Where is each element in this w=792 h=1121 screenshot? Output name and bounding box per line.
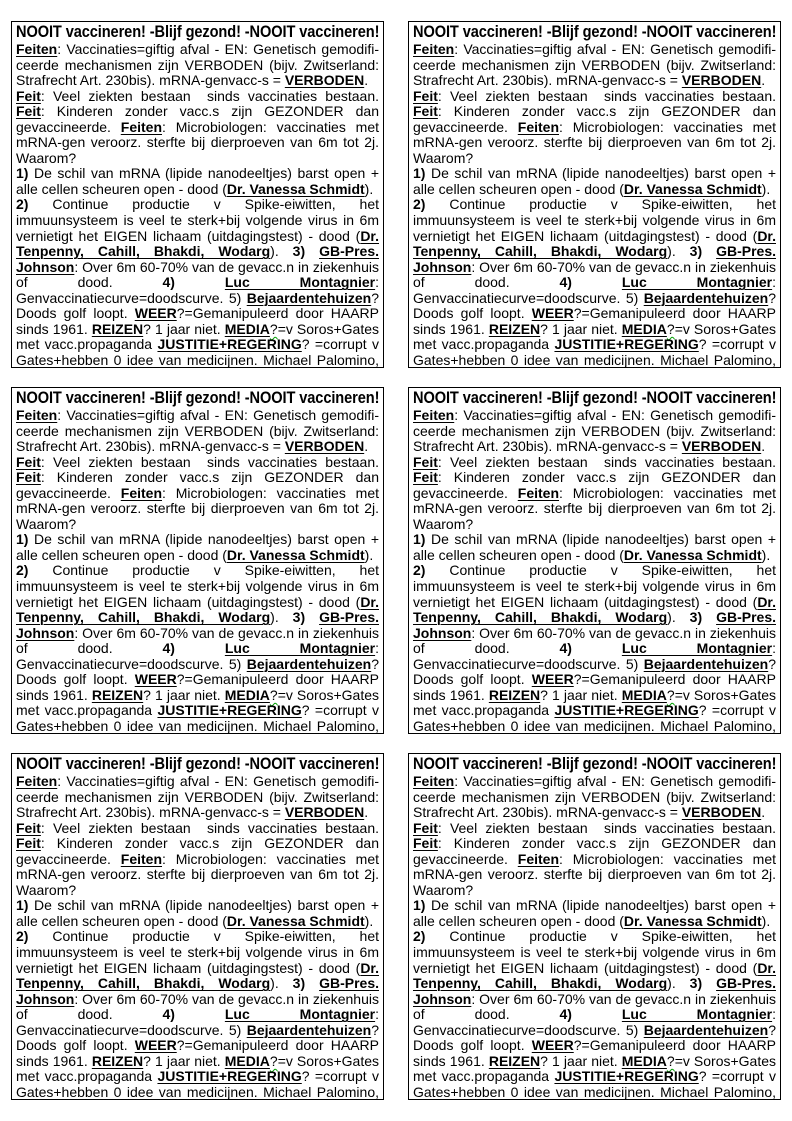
flyer-paragraph (413, 408, 776, 455)
text-run: ? 1 jaar niet. (143, 686, 225, 703)
flyer-title-text: NOOIT vaccineren! -Blijf gezond! -NOOIT vaccineren! (413, 23, 776, 41)
emphasis-term: WEER (134, 1037, 177, 1054)
emphasis-term: Feit (16, 819, 41, 836)
text-run: =v Soros+Gates met vacc.propaganda (413, 1052, 777, 1085)
text-run: ? Doods golf loopt. (16, 1021, 379, 1054)
text-run (16, 1099, 379, 1100)
emphasis-term: Feit (413, 835, 438, 852)
website-link[interactable] (413, 733, 535, 734)
text-run (702, 975, 716, 991)
flyer-paragraph (413, 42, 776, 89)
list-number: 1) (413, 165, 426, 182)
flyer-title-text: NOOIT vaccineren! -Blijf gezond! -NOOIT vaccineren! (16, 23, 379, 41)
emphasis-term: Feit (413, 87, 438, 104)
emphasis-term: Dr. Tenpenny, Cahill, Bhakdi, Wodarg (16, 227, 379, 260)
emphasis-term: WEER (134, 305, 177, 322)
text-run: ). (761, 180, 771, 197)
text-run: ). (761, 912, 771, 929)
emphasis-term: JUSTITIE+REGERING (157, 702, 302, 719)
emphasis-term: Dr. Tenpenny, Cahill, Bhakdi, Wodarg (413, 227, 776, 260)
text-run: Continue productie v Spike-eiwitten, het immuunsysteem is veel te sterk+bij volgende virus in 6m vernietigt het EIGEN lichaam (uitdagingstest) - dood ( (16, 196, 379, 244)
flyer-title-text: NOOIT vaccineren! -Blijf gezond! -NOOIT vaccineren! (16, 389, 379, 407)
flyer-title (16, 755, 379, 774)
list-number: 3) (292, 609, 306, 626)
emphasis-term: REIZEN (91, 686, 144, 703)
text-run (413, 1099, 776, 1100)
flyer-card (11, 753, 384, 1100)
emphasis-term: WEER (531, 1037, 574, 1054)
text-run (175, 274, 225, 290)
emphasis-term: JUSTITIE+REGERING (157, 1068, 302, 1085)
emphasis-term: VERBODEN (681, 804, 762, 821)
emphasis-term: Luc Montagnier (621, 1006, 773, 1023)
flyer-card (408, 753, 781, 1100)
text-run: : Veel ziekten bestaan sinds vaccinaties bestaan. (40, 819, 379, 836)
list-number: 3) (689, 975, 703, 992)
text-run: ? =corrupt v Gates+hebben 0 idee van medicijnen. Michael Palomino, (413, 336, 776, 368)
emphasis-term: WEER (531, 671, 574, 688)
text-run: ). (270, 609, 293, 626)
spellcheck-marked-text: ? (269, 320, 278, 337)
list-number: 3) (689, 243, 703, 260)
emphasis-term: Feit (16, 835, 41, 852)
flyer-card (11, 21, 384, 368)
flyer-paragraph (413, 929, 776, 1100)
text-run: ). (761, 546, 771, 563)
text-run: : Over 6m 60-70% van de gevacc.n in ziekenhuis of dood. (413, 258, 776, 291)
list-number: 1) (16, 897, 29, 914)
text-run: : Genvaccinatiecurve=doodscurve. 5) (16, 1006, 379, 1038)
text-run: : Genvaccinatiecurve=doodscurve. 5) (16, 640, 379, 672)
text-run: De schil van mRNA (lipide nanodeeltjes) barst open + alle cellen scheuren open - dood ( (16, 897, 379, 929)
flyer-paragraph (16, 821, 379, 899)
text-run: Continue productie v Spike-eiwitten, het immuunsysteem is veel te sterk+bij volgende virus in 6m vernietigt het EIGEN lichaam (uitdagingstest) - dood ( (16, 562, 379, 610)
emphasis-term: Feit (16, 453, 41, 470)
text-run: : Genvaccinatiecurve=doodscurve. 5) (413, 640, 776, 672)
website-link[interactable] (413, 367, 535, 368)
text-run: ? =corrupt v Gates+hebben 0 idee van medicijnen. Michael Palomino, (16, 1068, 379, 1100)
emphasis-term: Dr. Tenpenny, Cahill, Bhakdi, Wodarg (413, 959, 776, 992)
emphasis-term: VERBODEN (681, 72, 762, 89)
emphasis-term: MEDIA (621, 686, 667, 703)
text-run: ). (667, 243, 690, 260)
emphasis-term: WEER (531, 305, 574, 322)
text-run: : Vaccinaties=giftig afval - EN: Genetisch gemodificeerde mechanismen zijn VERBODEN (bijv. Zwitserland: Strafrecht Art. 230bis). mRNA-genvacc-s = (413, 407, 776, 455)
emphasis-term: Bejaardentehuizen (643, 655, 769, 672)
text-run: : Vaccinaties=giftig afval - EN: Genetisch gemodificeerde mechanismen zijn VERBODEN (bijv. Zwitserland: Strafrecht Art. 230bis). mRNA-genvacc-s = (16, 407, 379, 455)
list-number: 4) (162, 640, 175, 657)
flyer-paragraph (16, 563, 379, 734)
text-run: ?=Gemanipuleerd door HAARP sinds 1961. (413, 305, 776, 337)
emphasis-term: Feiten (413, 773, 455, 789)
list-number: 3) (689, 609, 703, 626)
emphasis-term: Feit (413, 453, 438, 470)
spellcheck-marked-text: ? (666, 320, 675, 337)
text-run: : Genvaccinatiecurve=doodscurve. 5) (413, 1006, 776, 1038)
text-run: : Veel ziekten bestaan sinds vaccinaties bestaan. (40, 87, 379, 104)
text-run (702, 243, 716, 259)
flyer-title (16, 23, 379, 42)
text-run: : Over 6m 60-70% van de gevacc.n in ziekenhuis of dood. (16, 990, 379, 1023)
emphasis-term: REIZEN (488, 686, 541, 703)
text-run: . (761, 438, 766, 455)
website-link[interactable] (16, 1099, 138, 1100)
text-run: Continue productie v Spike-eiwitten, het immuunsysteem is veel te sterk+bij volgende virus in 6m vernietigt het EIGEN lichaam (uitdagingstest) - dood ( (413, 196, 776, 244)
emphasis-term: Feit (16, 87, 41, 104)
emphasis-term: Dr. Tenpenny, Cahill, Bhakdi, Wodarg (16, 959, 379, 992)
emphasis-term: Dr. Vanessa Schmidt (623, 180, 762, 197)
flyer-paragraph (413, 197, 776, 368)
text-run: ?=Gemanipuleerd door HAARP sinds 1961. (413, 1037, 776, 1069)
flyer-paragraph (413, 455, 776, 533)
emphasis-term: REIZEN (91, 320, 144, 337)
text-run: ? Doods golf loopt. (413, 289, 776, 322)
emphasis-term: GB-Pres. Johnson (413, 975, 776, 1007)
flyer-title-text: NOOIT vaccineren! -Blijf gezond! -NOOIT vaccineren! (413, 389, 776, 407)
website-link[interactable] (413, 1099, 535, 1100)
text-run: Continue productie v Spike-eiwitten, het immuunsysteem is veel te sterk+bij volgende virus in 6m vernietigt het EIGEN lichaam (uitdagingstest) - dood ( (413, 928, 776, 976)
text-run: : Microbiologen: vaccinaties met mRNA-gen veroorz. sterfte bij dierproeven van 6m tot 2j. Waarom? (16, 118, 380, 166)
emphasis-term: Dr. Tenpenny, Cahill, Bhakdi, Wodarg (413, 593, 776, 626)
emphasis-term: Luc Montagnier (224, 640, 376, 657)
emphasis-term: Bejaardentehuizen (246, 1021, 372, 1038)
emphasis-term: Dr. Vanessa Schmidt (623, 912, 762, 929)
text-run: : Over 6m 60-70% van de gevacc.n in ziekenhuis of dood. (16, 258, 379, 291)
emphasis-term: REIZEN (488, 320, 541, 337)
list-number: 4) (559, 1006, 572, 1023)
list-number: 2) (413, 928, 426, 945)
flyer-title (16, 389, 379, 408)
text-run: : Kinderen zonder vacc.s zijn GEZONDER dan gevaccineerde. (16, 469, 379, 501)
text-run (16, 367, 379, 368)
text-run: : Microbiologen: vaccinaties met mRNA-gen veroorz. sterfte bij dierproeven van 6m tot 2j. Waarom? (413, 118, 777, 166)
emphasis-term: Feiten (517, 850, 560, 867)
emphasis-term: Luc Montagnier (621, 274, 773, 291)
text-run: ? =corrupt v Gates+hebben 0 idee van medicijnen. Michael Palomino, (16, 702, 379, 734)
emphasis-term: Bejaardentehuizen (643, 1021, 769, 1038)
list-number: 1) (16, 165, 29, 182)
emphasis-term: Feit (16, 103, 41, 120)
emphasis-term: Feiten (120, 118, 163, 135)
list-number: 1) (413, 531, 426, 548)
text-run: =v Soros+Gates met vacc.propaganda (16, 686, 380, 719)
emphasis-term: Feiten (517, 484, 560, 501)
emphasis-term: Luc Montagnier (224, 1006, 376, 1023)
emphasis-term: Bejaardentehuizen (643, 289, 769, 306)
emphasis-term: GB-Pres. Johnson (413, 243, 776, 275)
list-number: 3) (292, 975, 306, 992)
text-run: . (364, 72, 369, 89)
text-run: ? =corrupt v Gates+hebben 0 idee van medicijnen. Michael Palomino, (16, 336, 379, 368)
list-number: 2) (16, 928, 29, 945)
emphasis-term: Feiten (413, 407, 455, 423)
text-run: =v Soros+Gates met vacc.propaganda (413, 686, 777, 719)
text-run (305, 609, 319, 625)
text-run: : Kinderen zonder vacc.s zijn GEZONDER dan gevaccineerde. (16, 103, 379, 135)
emphasis-term: REIZEN (91, 1052, 144, 1069)
emphasis-term: MEDIA (224, 320, 270, 337)
emphasis-term: Feiten (16, 773, 58, 789)
text-run: : Kinderen zonder vacc.s zijn GEZONDER dan gevaccineerde. (16, 835, 379, 867)
flyer-paragraph (413, 821, 776, 899)
text-run: : Over 6m 60-70% van de gevacc.n in ziekenhuis of dood. (16, 624, 379, 657)
text-run: ?=Gemanipuleerd door HAARP sinds 1961. (413, 671, 776, 703)
text-run: ? 1 jaar niet. (540, 1052, 622, 1069)
emphasis-term: Feiten (120, 484, 163, 501)
flyer-paragraph (16, 774, 379, 821)
text-run: ? 1 jaar niet. (540, 320, 622, 337)
text-run: : Vaccinaties=giftig afval - EN: Genetisch gemodificeerde mechanismen zijn VERBODEN (bijv. Zwitserland: Strafrecht Art. 230bis). mRNA-genvacc-s = (16, 773, 379, 821)
text-run (175, 1006, 225, 1022)
text-run: : Microbiologen: vaccinaties met mRNA-gen veroorz. sterfte bij dierproeven van 6m tot 2j. Waarom? (16, 484, 380, 532)
text-run: : Microbiologen: vaccinaties met mRNA-gen veroorz. sterfte bij dierproeven van 6m tot 2j. Waarom? (16, 850, 380, 898)
flyer-title (413, 389, 776, 408)
emphasis-term: GB-Pres. Johnson (16, 609, 379, 641)
text-run: ?=Gemanipuleerd door HAARP sinds 1961. (16, 671, 379, 703)
text-run (305, 243, 319, 259)
flyer-paragraph (16, 929, 379, 1100)
text-run: ? 1 jaar niet. (540, 686, 622, 703)
text-run (175, 640, 225, 656)
emphasis-term: JUSTITIE+REGERING (554, 336, 699, 353)
flyer-paragraph (413, 89, 776, 167)
list-number: 4) (162, 274, 175, 291)
flyer-title (413, 23, 776, 42)
list-number: 2) (16, 196, 29, 213)
list-number: 1) (413, 897, 426, 914)
text-run: : Veel ziekten bestaan sinds vaccinaties bestaan. (437, 453, 776, 470)
flyer-paragraph (16, 408, 379, 455)
text-run: De schil van mRNA (lipide nanodeeltjes) barst open + alle cellen scheuren open - dood ( (16, 165, 379, 197)
emphasis-term: Dr. Vanessa Schmidt (623, 546, 762, 563)
text-run: ). (270, 243, 293, 260)
flyer-paragraph (413, 166, 776, 197)
website-link[interactable] (16, 367, 138, 368)
emphasis-term: MEDIA (621, 1052, 667, 1069)
emphasis-term: GB-Pres. Johnson (16, 975, 379, 1007)
flyer-paragraph (413, 532, 776, 563)
text-run: =v Soros+Gates met vacc.propaganda (413, 320, 777, 353)
spellcheck-marked-text: ? (269, 1052, 278, 1069)
flyer-title-text: NOOIT vaccineren! -Blijf gezond! -NOOIT vaccineren! (16, 755, 379, 773)
text-run: ). (270, 975, 293, 992)
text-run: : Over 6m 60-70% van de gevacc.n in ziekenhuis of dood. (413, 624, 776, 657)
emphasis-term: Dr. Vanessa Schmidt (226, 912, 365, 929)
text-run: ? =corrupt v Gates+hebben 0 idee van medicijnen. Michael Palomino, (413, 1068, 776, 1100)
flyer-paragraph (413, 774, 776, 821)
website-link[interactable] (16, 733, 138, 734)
emphasis-term: WEER (134, 671, 177, 688)
text-run: : Kinderen zonder vacc.s zijn GEZONDER dan gevaccineerde. (413, 103, 776, 135)
flyer-paragraph (413, 563, 776, 734)
text-run: : Kinderen zonder vacc.s zijn GEZONDER dan gevaccineerde. (413, 835, 776, 867)
text-run (572, 274, 622, 290)
emphasis-term: Bejaardentehuizen (246, 289, 372, 306)
flyer-card (408, 387, 781, 734)
text-run: : Microbiologen: vaccinaties met mRNA-gen veroorz. sterfte bij dierproeven van 6m tot 2j. Waarom? (413, 850, 777, 898)
emphasis-term: VERBODEN (284, 72, 365, 89)
text-run: ). (667, 975, 690, 992)
text-run: =v Soros+Gates met vacc.propaganda (16, 1052, 380, 1085)
emphasis-term: VERBODEN (681, 438, 762, 455)
emphasis-term: Feiten (413, 41, 455, 57)
list-number: 2) (413, 562, 426, 579)
text-run: : Veel ziekten bestaan sinds vaccinaties bestaan. (437, 87, 776, 104)
text-run: : Vaccinaties=giftig afval - EN: Genetisch gemodificeerde mechanismen zijn VERBODEN (bijv. Zwitserland: Strafrecht Art. 230bis). mRNA-genvacc-s = (413, 773, 776, 821)
emphasis-term: Feit (413, 819, 438, 836)
emphasis-term: JUSTITIE+REGERING (554, 1068, 699, 1085)
text-run: . (761, 72, 766, 89)
text-run: =v Soros+Gates met vacc.propaganda (16, 320, 380, 353)
flyer-paragraph (16, 455, 379, 533)
text-run: Continue productie v Spike-eiwitten, het immuunsysteem is veel te sterk+bij volgende virus in 6m vernietigt het EIGEN lichaam (uitdagingstest) - dood ( (16, 928, 379, 976)
emphasis-term: Feit (413, 103, 438, 120)
spellcheck-marked-text: ? (666, 1052, 675, 1069)
flyer-paragraph (16, 197, 379, 368)
text-run: Continue productie v Spike-eiwitten, het immuunsysteem is veel te sterk+bij volgende virus in 6m vernietigt het EIGEN lichaam (uitdagingstest) - dood ( (413, 562, 776, 610)
flyer-paragraph (16, 898, 379, 929)
list-number: 1) (16, 531, 29, 548)
list-number: 3) (292, 243, 306, 260)
text-run: : Veel ziekten bestaan sinds vaccinaties bestaan. (437, 819, 776, 836)
text-run: ? Doods golf loopt. (413, 655, 776, 688)
text-run (305, 975, 319, 991)
flyer-paragraph (16, 42, 379, 89)
flyer-grid (11, 21, 781, 1100)
text-run: : Microbiologen: vaccinaties met mRNA-gen veroorz. sterfte bij dierproeven van 6m tot 2j. Waarom? (413, 484, 777, 532)
flyer-paragraph (413, 898, 776, 929)
text-run: ?=Gemanipuleerd door HAARP sinds 1961. (16, 305, 379, 337)
emphasis-term: Feiten (16, 41, 58, 57)
text-run (702, 609, 716, 625)
emphasis-term: Dr. Tenpenny, Cahill, Bhakdi, Wodarg (16, 593, 379, 626)
flyer-paragraph (16, 166, 379, 197)
text-run: De schil van mRNA (lipide nanodeeltjes) barst open + alle cellen scheuren open - dood ( (413, 897, 776, 929)
text-run: . (364, 804, 369, 821)
emphasis-term: Feiten (120, 850, 163, 867)
text-run: : Over 6m 60-70% van de gevacc.n in ziekenhuis of dood. (413, 990, 776, 1023)
emphasis-term: GB-Pres. Johnson (16, 243, 379, 275)
emphasis-term: REIZEN (488, 1052, 541, 1069)
text-run: ). (364, 912, 374, 929)
text-run: ). (667, 609, 690, 626)
text-run: : Genvaccinatiecurve=doodscurve. 5) (413, 274, 776, 306)
flyer-card (408, 21, 781, 368)
spellcheck-marked-text: ? (269, 686, 278, 703)
emphasis-term: Bejaardentehuizen (246, 655, 372, 672)
emphasis-term: VERBODEN (284, 804, 365, 821)
emphasis-term: Luc Montagnier (224, 274, 376, 291)
emphasis-term: JUSTITIE+REGERING (157, 336, 302, 353)
text-run: . (364, 438, 369, 455)
text-run: ? Doods golf loopt. (16, 289, 379, 322)
emphasis-term: VERBODEN (284, 438, 365, 455)
text-run (413, 733, 776, 734)
text-run: ? 1 jaar niet. (143, 320, 225, 337)
spellcheck-marked-text: ? (666, 686, 675, 703)
emphasis-term: Feit (16, 469, 41, 486)
emphasis-term: MEDIA (621, 320, 667, 337)
emphasis-term: Luc Montagnier (621, 640, 773, 657)
text-run: ? Doods golf loopt. (16, 655, 379, 688)
list-number: 4) (559, 274, 572, 291)
list-number: 4) (559, 640, 572, 657)
list-number: 2) (413, 196, 426, 213)
emphasis-term: Feiten (517, 118, 560, 135)
text-run: : Kinderen zonder vacc.s zijn GEZONDER dan gevaccineerde. (413, 469, 776, 501)
emphasis-term: MEDIA (224, 686, 270, 703)
text-run (16, 733, 379, 734)
text-run: ). (364, 180, 374, 197)
flyer-paragraph (16, 89, 379, 167)
text-run (413, 367, 776, 368)
text-run: : Vaccinaties=giftig afval - EN: Genetisch gemodificeerde mechanismen zijn VERBODEN (bijv. Zwitserland: Strafrecht Art. 230bis). mRNA-genvacc-s = (16, 41, 379, 89)
text-run: ? 1 jaar niet. (143, 1052, 225, 1069)
text-run: ). (364, 546, 374, 563)
emphasis-term: Feiten (16, 407, 58, 423)
text-run: De schil van mRNA (lipide nanodeeltjes) barst open + alle cellen scheuren open - dood ( (16, 531, 379, 563)
text-run: : Vaccinaties=giftig afval - EN: Genetisch gemodificeerde mechanismen zijn VERBODEN (bijv. Zwitserland: Strafrecht Art. 230bis). mRNA-genvacc-s = (413, 41, 776, 89)
text-run: . (761, 804, 766, 821)
list-number: 4) (162, 1006, 175, 1023)
emphasis-term: MEDIA (224, 1052, 270, 1069)
text-run: : Genvaccinatiecurve=doodscurve. 5) (16, 274, 379, 306)
text-run: ?=Gemanipuleerd door HAARP sinds 1961. (16, 1037, 379, 1069)
emphasis-term: Dr. Vanessa Schmidt (226, 180, 365, 197)
text-run (572, 1006, 622, 1022)
text-run (572, 640, 622, 656)
emphasis-term: JUSTITIE+REGERING (554, 702, 699, 719)
flyer-paragraph (16, 532, 379, 563)
text-run: De schil van mRNA (lipide nanodeeltjes) barst open + alle cellen scheuren open - dood ( (413, 165, 776, 197)
text-run: : Veel ziekten bestaan sinds vaccinaties bestaan. (40, 453, 379, 470)
list-number: 2) (16, 562, 29, 579)
emphasis-term: Feit (413, 469, 438, 486)
text-run: ? Doods golf loopt. (413, 1021, 776, 1054)
flyer-title (413, 755, 776, 774)
text-run: ? =corrupt v Gates+hebben 0 idee van medicijnen. Michael Palomino, (413, 702, 776, 734)
flyer-title-text: NOOIT vaccineren! -Blijf gezond! -NOOIT vaccineren! (413, 755, 776, 773)
emphasis-term: GB-Pres. Johnson (413, 609, 776, 641)
flyer-card (11, 387, 384, 734)
text-run: De schil van mRNA (lipide nanodeeltjes) barst open + alle cellen scheuren open - dood ( (413, 531, 776, 563)
emphasis-term: Dr. Vanessa Schmidt (226, 546, 365, 563)
